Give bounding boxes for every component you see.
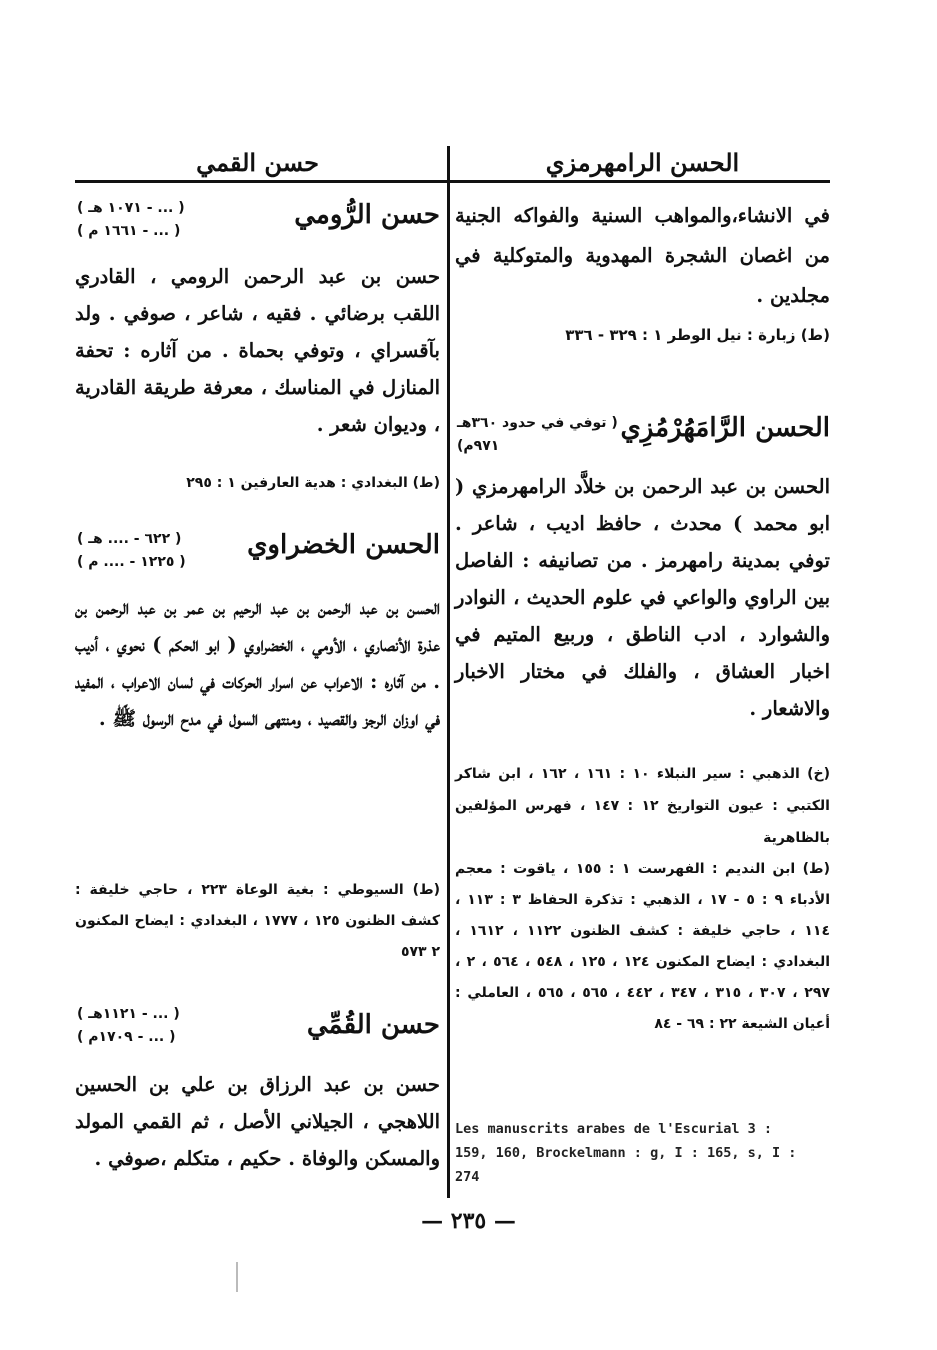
right-running-head: الحسن الرامهرمزي <box>545 148 740 177</box>
entry-title-rumi: حسن الرُّومي <box>294 200 440 230</box>
column-divider <box>447 146 450 1198</box>
dates-hijri: ( ٦٢٢ - .... هـ ) <box>77 531 182 547</box>
dates-hijri: ( توفي في حدود ٣٦٠هـ <box>457 415 618 431</box>
entry-body-rumi: حسن بن عبد الرحمن الرومي ، القادري اللقب برضائي . فقيه ، شاعر ، صوفي . ولد بآقسراي ، وتوفي بحماة . من آثاره : تحفة المنازل في المناسك ، معرفة طريقة القادرية ، وديوان شعر . <box>75 265 440 436</box>
dates-hijri: ( ... - ١٠٧١ هـ ) <box>77 200 185 216</box>
dates-hijri: ( ... - ١١٢١هـ ) <box>77 1006 180 1022</box>
right-column <box>455 0 830 1350</box>
entry-dates-khadrawi <box>77 528 186 574</box>
entry-latin-refs: Les manuscrits arabes de l'Escurial 3 : 159, 160, Brockelmann : g, I : 165, s, I : 274 <box>455 1121 797 1185</box>
entry-body-qummi: حسن بن عبد الرزاق بن علي بن الحسين اللاهجي ، الجيلاني الأصل ، ثم القمي المولد والمسكن والوفاة . حكيم ، متكلم ،صوفي . <box>75 1073 440 1170</box>
entry-dates-rumi <box>77 197 185 243</box>
entry-printed-refs: (ط) ابن النديم : الفهرست ١ : ١٥٥ ، ياقوت : معجم الأدباء ٩ : ٥ - ١٧ ، الذهبي : تذكرة الحفاظ ٣ : ١١٣ ، ١١٤ ، حاجي خليفة : كشف الظنون ١١٢٢ ، ١٦١٢ ، البغدادي : ايضاح المكنون ١٢٤ ، ١٢٥ ، ٥٤٨ ، ٥٦٤ ، ٢ ، ٢٩٧ ، ٣٠٧ ، ٣١٥ ، ٣٤٧ ، ٤٤٢ ، ٥٦٥ ، ٥٦٥ ، العاملي : أعيان الشيعة ٢٢ : ٦٩ - ٨٤ <box>455 861 830 1032</box>
left-column <box>75 0 440 1350</box>
continuation-reference: (ط) زبارة : نيل الوطر ١ : ٣٢٩ - ٣٣٦ <box>565 326 830 344</box>
entry-refs-rumi: (ط) البغدادي : هدية العارفين ١ : ٢٩٥ <box>186 475 440 491</box>
page-number: — ٢٣٥ — <box>421 1208 516 1234</box>
entry-body-ramhormozi: الحسن بن عبد الرحمن بن خلاَّد الرامهرمزي ( ابو محمد ) محدث ، حافظ اديب ، شاعر . توفي بمدينة رامهرمز . من تصانيفه : الفاصل بين الراوي والواعي في علوم الحديث ، النوادر والشوارد ، ادب الناطق ، وربيع المتيم في اخبار العشاق ، والفلك في مختار الاخبار والاشعار . <box>455 475 830 720</box>
entry-title-qummi: حسن القُمِّي <box>306 1010 440 1040</box>
entry-title-ramhormozi: الحسن الرَّامَهُرْمُزِي <box>620 413 830 443</box>
continuation-text: في الانشاء،والمواهب السنية والفواكه الجنية من اغصان الشجرة المهدوية والمتوكلية في مجلدين . <box>455 204 830 307</box>
entry-refs-khadrawi: (ط) السيوطي : بغية الوعاة ٢٢٣ ، حاجي خليفة : كشف الظنون ١٢٥ ، ١٧٧٧ ، البغدادي : ايضاح المكنون ٢ ٥٧٣ <box>75 882 441 960</box>
dates-gregorian: ٩٧١م) <box>457 438 500 454</box>
left-running-head: حسن القمي <box>196 148 319 177</box>
entry-body-khadrawi: الحسن بن عبد الرحمن بن عبد الرحيم بن عمر بن عبد الرحمن بن عذرة الأنصاري ، الأومي ، الخضراوي ( ابو الحكم ) نحوي ، أديب . من آثاره : الاعراب عن اسرار الحركات في لسان الاعراب ، المفيد في اوزان الرجز والقصيد ، ومنتهى السول في مدح الرسول ﷺ . <box>75 596 440 730</box>
entry-dates-qummi <box>77 1003 180 1049</box>
dates-gregorian: ( ... - ١٦٦١ م ) <box>77 223 181 239</box>
entry-dates-ramhormozi <box>457 412 618 458</box>
dates-gregorian: ( ١٢٢٥ - .... م ) <box>77 554 186 570</box>
entry-title-khadrawi: الحسن الخضراوي <box>247 530 440 560</box>
scan-mark <box>236 1262 238 1292</box>
entry-manuscript-refs: (خ) الذهبي : سير النبلاء ١٠ : ١٦١ ، ١٦٢ ، ابن شاكر الكتبي : عيون التواريخ ١٢ : ١٤٧ ، فهرس المؤلفين بالظاهرية <box>455 766 830 846</box>
dates-gregorian: ( ... - ١٧٠٩م ) <box>77 1029 176 1045</box>
